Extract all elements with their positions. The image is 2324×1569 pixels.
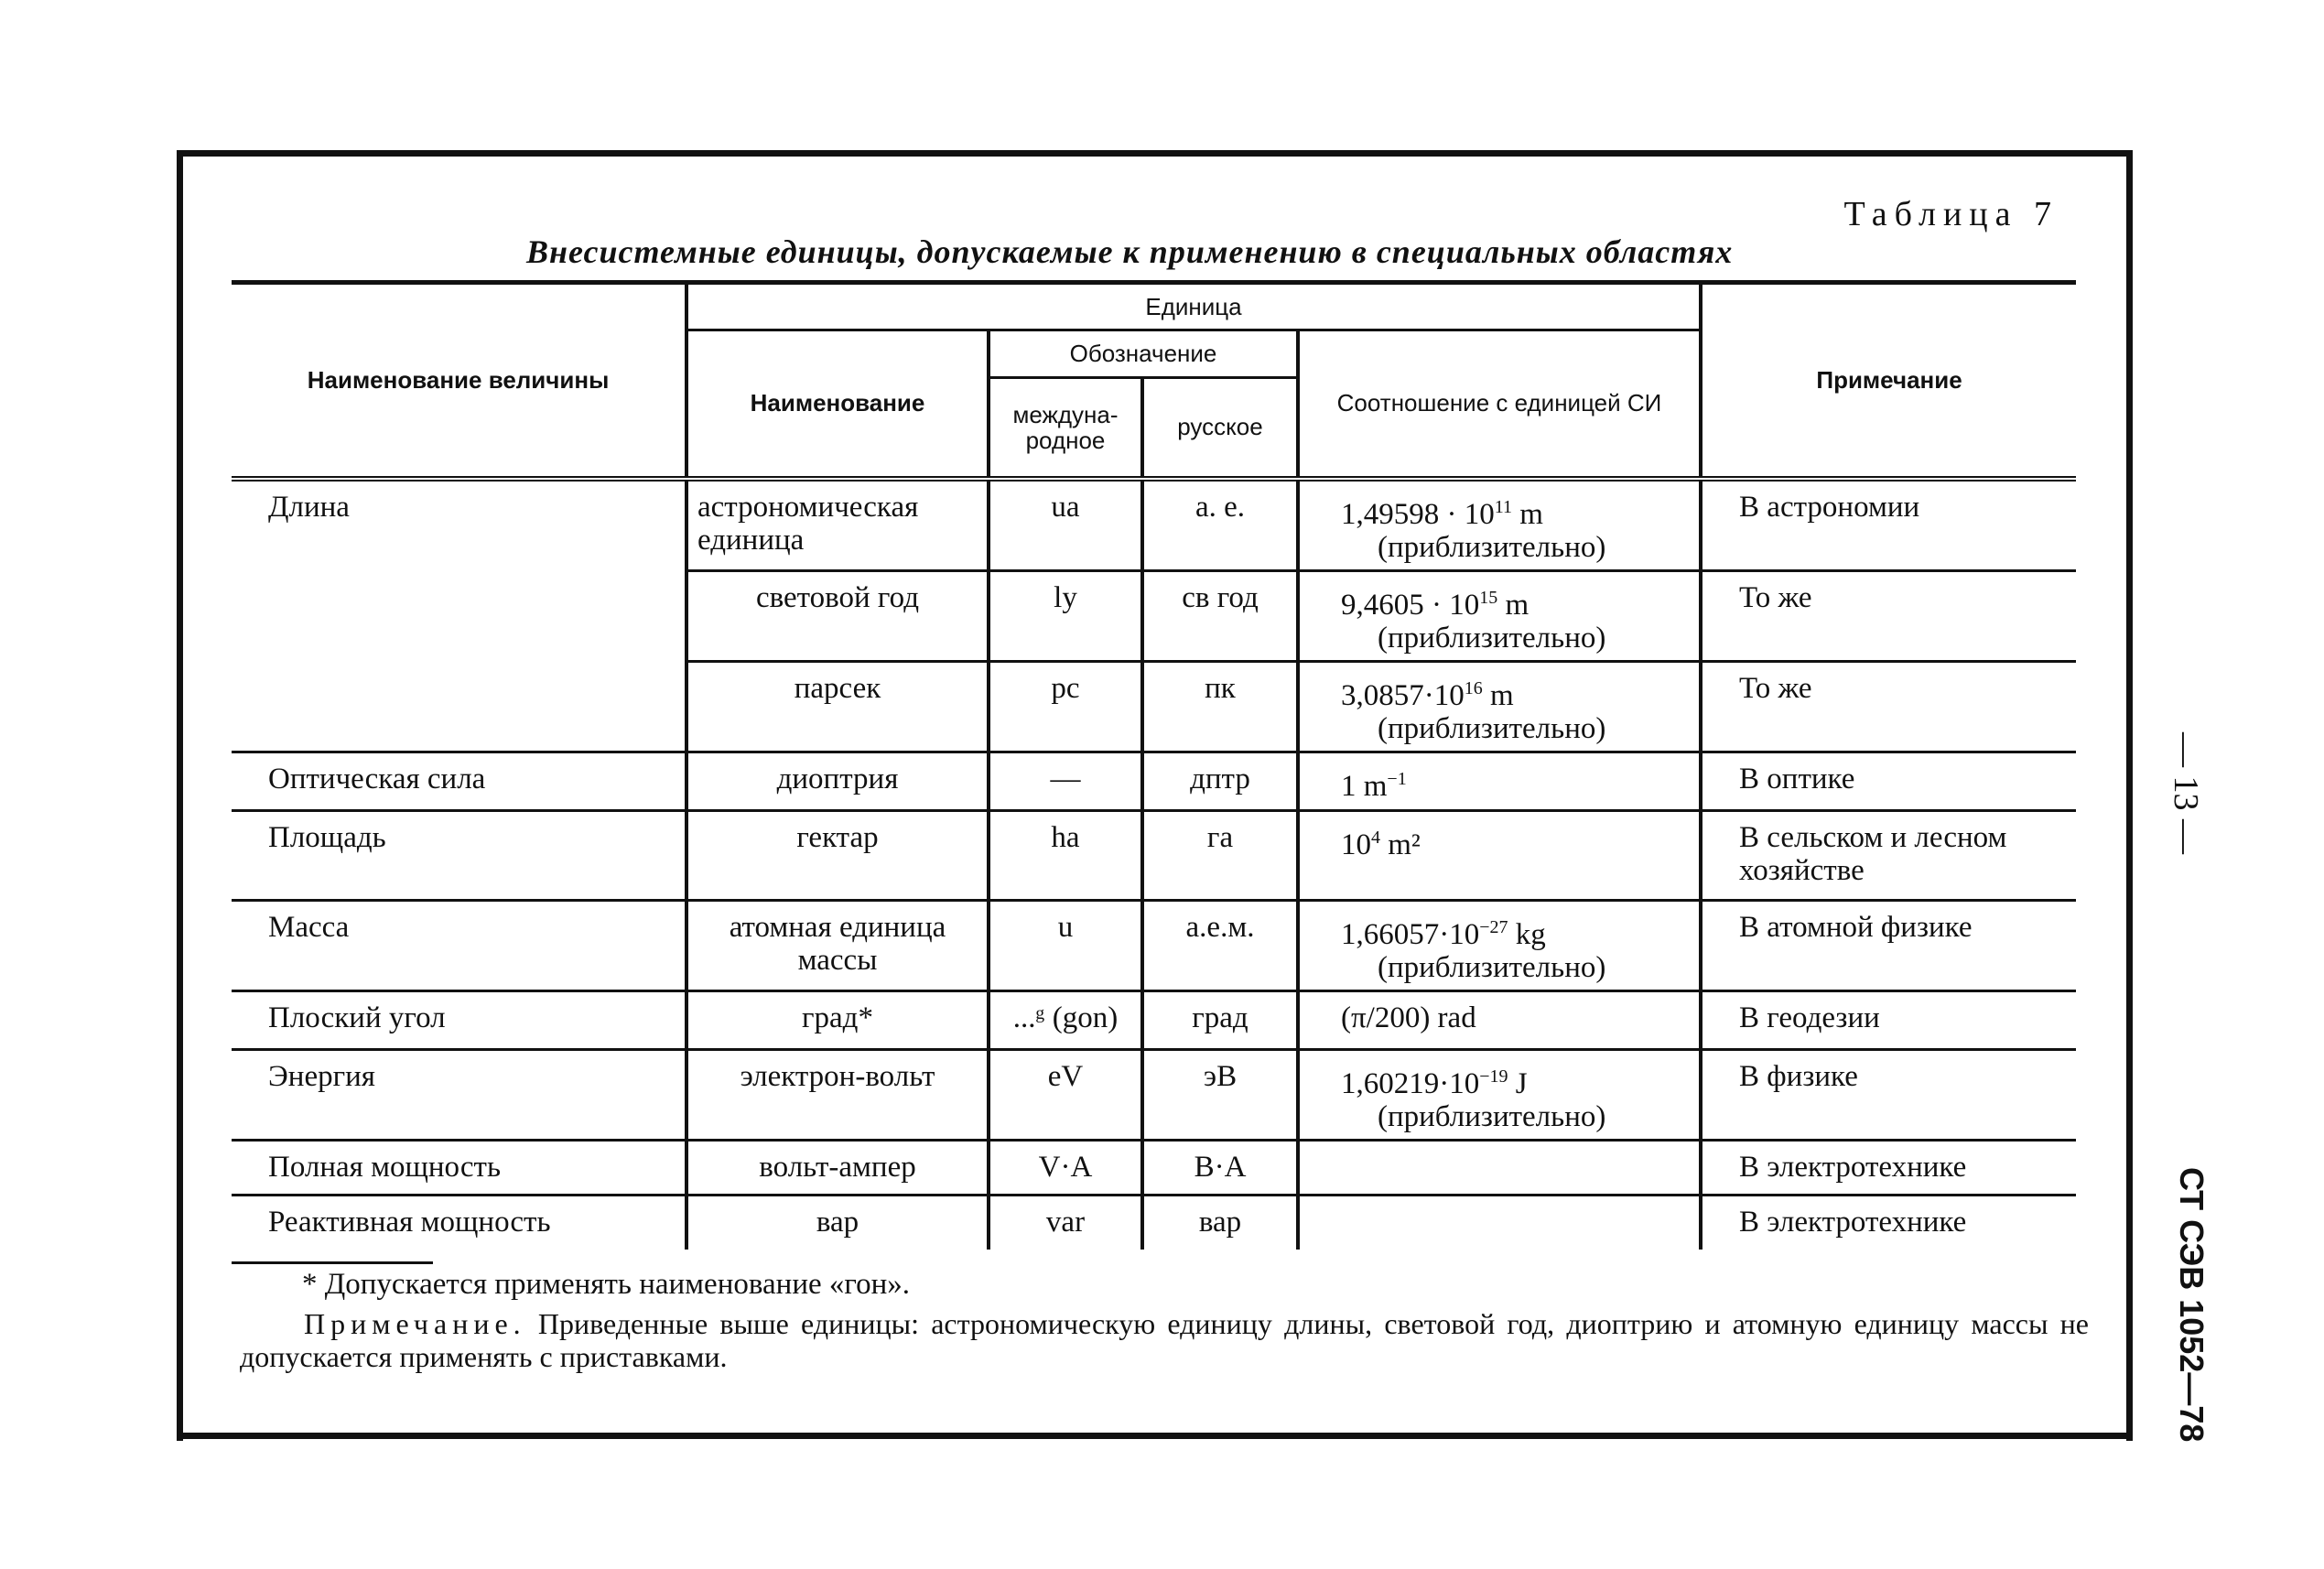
cell-russian: вар — [1142, 1195, 1298, 1250]
relation-mantissa: 1,60219·10 — [1341, 1066, 1480, 1100]
cell-quantity: Реактивная мощность — [232, 1195, 686, 1250]
relation-mantissa: 1,49598 · 10 — [1341, 497, 1495, 531]
cell-international: eV — [989, 1049, 1142, 1140]
cell-quantity — [232, 570, 686, 661]
cell-si-relation — [1298, 479, 1701, 571]
cell-si-relation: (π/200) rad — [1298, 990, 1701, 1049]
note-text: Приведенные выше единицы: астрономическую единицу длины, световой год, диоптрию и атомную единицу массы не допускается применять с приставками. — [240, 1307, 2089, 1373]
cell-quantity: Масса — [232, 900, 686, 990]
header-unit: Единица — [686, 283, 1701, 330]
table-number: Таблица 7 — [1843, 195, 2059, 233]
table-row — [232, 1049, 2076, 1140]
cell-note: В сельском и лесном хозяйстве — [1701, 810, 2076, 900]
relation-mantissa: 9,4605 · 10 — [1341, 588, 1480, 622]
cell-quantity: Энергия — [232, 1049, 686, 1140]
header-note: Примечание — [1701, 283, 2076, 479]
cell-note: В электротехнике — [1701, 1140, 2076, 1195]
cell-si-relation — [1298, 810, 1701, 900]
relation-exponent: 16 — [1464, 677, 1483, 698]
cell-russian: град — [1142, 990, 1298, 1049]
cell-international: u — [989, 900, 1142, 990]
cell-unit-name: атомная единица массы — [686, 900, 989, 990]
header-quantity: Наименование величины — [232, 283, 686, 479]
header-unit-name: Наименование — [686, 330, 989, 479]
units-table — [232, 280, 2076, 1250]
cell-russian: пк — [1142, 661, 1298, 752]
relation-note: (приблизительно) — [1378, 711, 1606, 745]
cell-quantity: Оптическая сила — [232, 752, 686, 810]
relation-mantissa: 3,0857·10 — [1341, 678, 1465, 712]
cell-si-relation — [1298, 661, 1701, 752]
cell-unit-name: парсек — [686, 661, 989, 752]
cell-note: В атомной физике — [1701, 900, 2076, 990]
relation-exponent: −1 — [1387, 768, 1407, 789]
standard-code: СТ СЭВ 1052—78 — [2173, 1167, 2211, 1443]
cell-unit-name: диоптрия — [686, 752, 989, 810]
relation-note: (приблизительно) — [1378, 1099, 1606, 1133]
cell-unit-name: световой год — [686, 570, 989, 661]
cell-quantity — [232, 661, 686, 752]
cell-note: В геодезии — [1701, 990, 2076, 1049]
table-row — [232, 900, 2076, 990]
relation-exponent: 11 — [1494, 496, 1513, 517]
cell-note: В оптике — [1701, 752, 2076, 810]
table-row — [232, 752, 2076, 810]
cell-russian: а.е.м. — [1142, 900, 1298, 990]
table-row — [232, 1140, 2076, 1195]
frame-right-rule — [2126, 150, 2133, 1441]
table-row — [232, 570, 2076, 661]
footnote-rule — [232, 1261, 433, 1264]
relation-unit: J — [1508, 1066, 1528, 1100]
cell-international: V·A — [989, 1140, 1142, 1195]
header-designation: Обозначение — [989, 330, 1298, 378]
header-russian: русское — [1142, 378, 1298, 479]
cell-si-relation — [1298, 1195, 1701, 1250]
cell-si-relation — [1298, 1140, 1701, 1195]
relation-note: (приблизительно) — [1378, 621, 1606, 655]
cell-international: pc — [989, 661, 1142, 752]
cell-unit-name: град* — [686, 990, 989, 1049]
cell-international: ha — [989, 810, 1142, 900]
relation-mantissa: 1,66057·10 — [1341, 917, 1480, 951]
cell-unit-name — [686, 479, 989, 571]
table-row — [232, 661, 2076, 752]
page-number: — 13 — — [2167, 732, 2205, 854]
footnote: * Допускается применять наименование «гон». — [302, 1268, 910, 1301]
cell-international: ...ᵍ (gon) — [989, 990, 1142, 1049]
cell-international: ly — [989, 570, 1142, 661]
cell-quantity: Полная мощность — [232, 1140, 686, 1195]
cell-international: — — [989, 752, 1142, 810]
cell-note: То же — [1701, 661, 2076, 752]
relation-note: (приблизительно) — [1378, 950, 1606, 984]
cell-russian: В·А — [1142, 1140, 1298, 1195]
note-label: Примечание. — [304, 1307, 526, 1340]
cell-unit-name: вар — [686, 1195, 989, 1250]
table-row — [232, 810, 2076, 900]
header-international: междуна- родное — [989, 378, 1142, 479]
relation-mantissa: 10 — [1341, 828, 1371, 861]
cell-quantity: Площадь — [232, 810, 686, 900]
relation-unit: m — [1482, 678, 1514, 712]
frame-left-rule — [177, 150, 183, 1441]
relation-exponent: −19 — [1479, 1066, 1508, 1087]
relation-exponent: −27 — [1479, 916, 1508, 937]
cell-si-relation — [1298, 1049, 1701, 1140]
cell-note: В астрономии — [1701, 479, 2076, 571]
relation-exponent: 4 — [1371, 827, 1380, 848]
cell-russian: дптр — [1142, 752, 1298, 810]
cell-russian: га — [1142, 810, 1298, 900]
table-row — [232, 990, 2076, 1049]
cell-russian: эВ — [1142, 1049, 1298, 1140]
table-row — [232, 1195, 2076, 1250]
cell-note: В электротехнике — [1701, 1195, 2076, 1250]
table-title: Внесистемные единицы, допускаемые к применению в специальных областях — [526, 233, 1734, 270]
cell-si-relation — [1298, 900, 1701, 990]
cell-quantity: Длина — [232, 479, 686, 571]
unit-name-text: астрономическая единица — [697, 490, 919, 557]
relation-unit: kg — [1508, 917, 1546, 951]
cell-international: var — [989, 1195, 1142, 1250]
relation-unit: m — [1497, 588, 1530, 622]
cell-international: ua — [989, 479, 1142, 571]
cell-unit-name: вольт-ампер — [686, 1140, 989, 1195]
cell-russian: св год — [1142, 570, 1298, 661]
cell-russian: а. е. — [1142, 479, 1298, 571]
relation-mantissa: 1 m — [1341, 769, 1388, 803]
frame-top-rule — [177, 150, 2133, 157]
cell-quantity: Плоский угол — [232, 990, 686, 1049]
relation-unit: m — [1512, 497, 1543, 531]
relation-note: (приблизительно) — [1378, 530, 1606, 564]
cell-note: То же — [1701, 570, 2076, 661]
table-note — [240, 1307, 2089, 1373]
relation-exponent: 15 — [1479, 587, 1498, 608]
cell-unit-name: электрон-вольт — [686, 1049, 989, 1140]
header-si-relation: Соотношение с единицей СИ — [1298, 330, 1701, 479]
relation-unit: m² — [1380, 828, 1421, 861]
cell-note: В физике — [1701, 1049, 2076, 1140]
table-row — [232, 479, 2076, 571]
cell-unit-name: гектар — [686, 810, 989, 900]
cell-si-relation — [1298, 570, 1701, 661]
cell-si-relation — [1298, 752, 1701, 810]
frame-bottom-rule — [177, 1433, 2133, 1439]
